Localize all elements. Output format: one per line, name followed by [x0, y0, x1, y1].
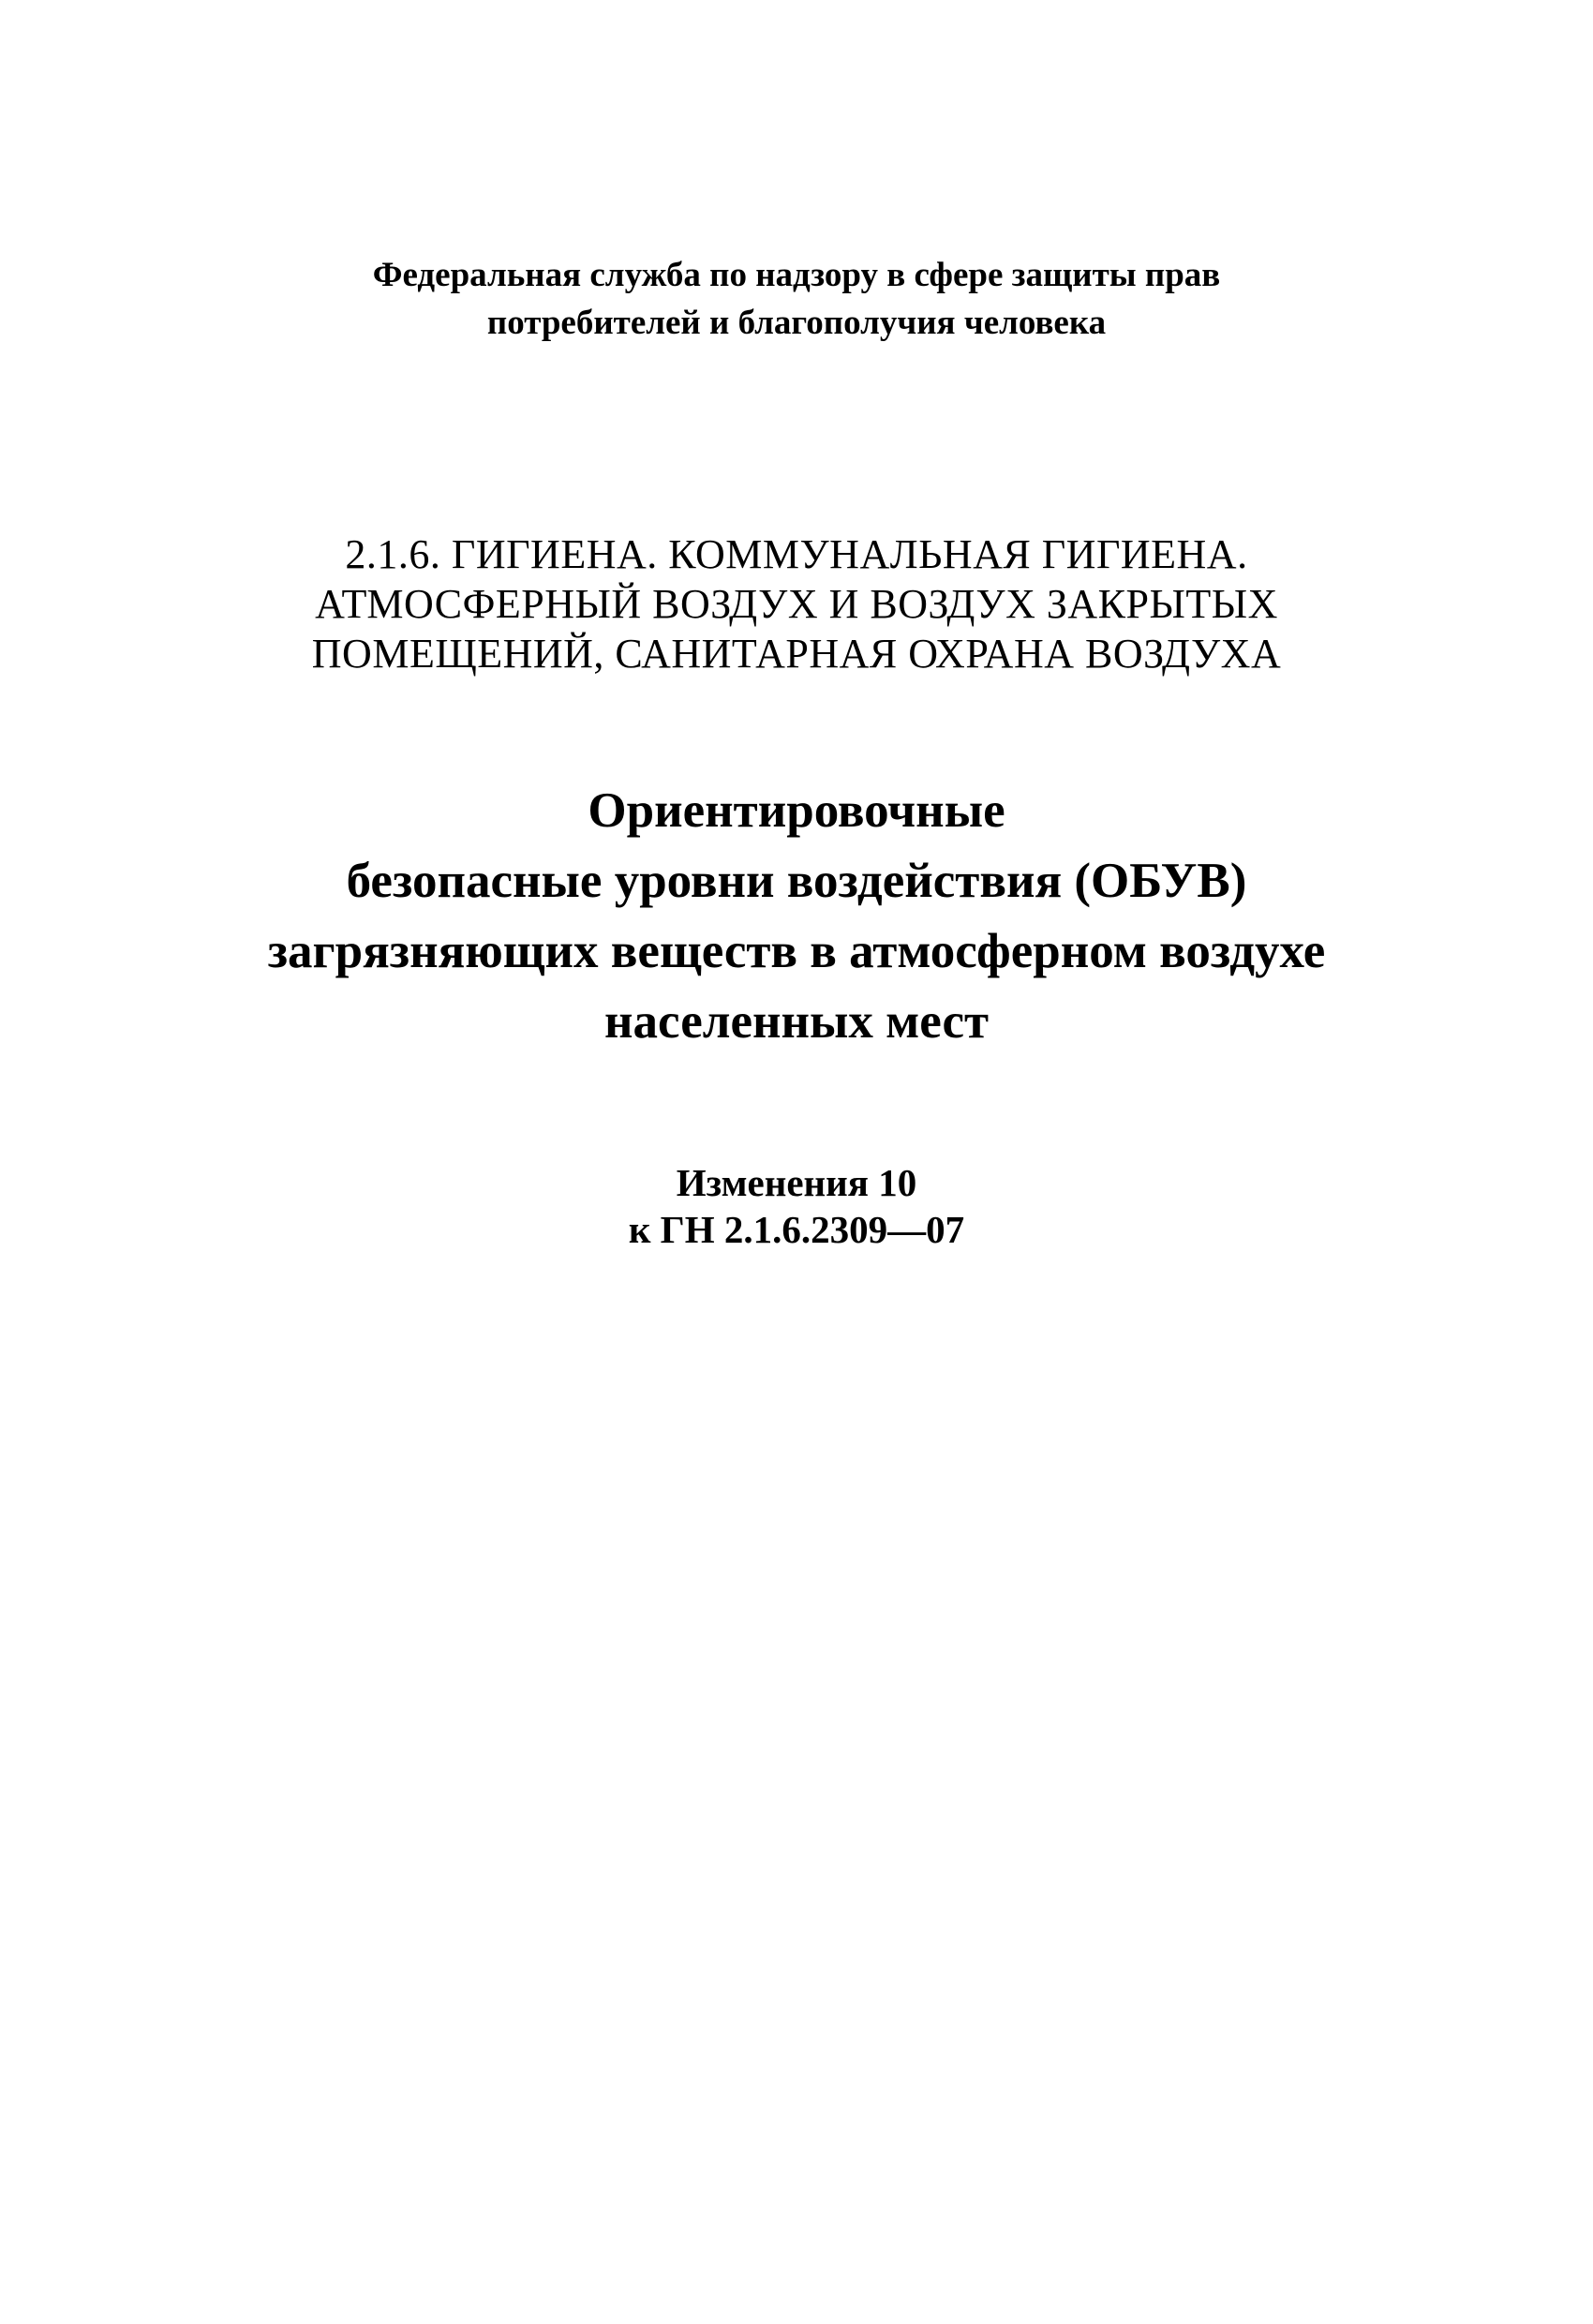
- title-line: загрязняющих веществ в атмосферном воздухе: [267, 924, 1326, 978]
- agency-line: Федеральная служба по надзору в сфере защиты прав: [372, 256, 1221, 294]
- amendment-label: [0, 1159, 1593, 1253]
- section-line: АТМОСФЕРНЫЙ ВОЗДУХ И ВОЗДУХ ЗАКРЫТЫХ: [315, 581, 1278, 627]
- title-line: безопасные уровни воздействия (ОБУВ): [346, 854, 1247, 908]
- section-line: 2.1.6. ГИГИЕНА. КОММУНАЛЬНАЯ ГИГИЕНА.: [345, 531, 1248, 577]
- amendment-line: к ГН 2.1.6.2309—07: [628, 1208, 965, 1251]
- agency-name: [0, 251, 1593, 347]
- section-heading: [0, 529, 1593, 678]
- title-line: Ориентировочные: [588, 783, 1005, 838]
- section-line: ПОМЕЩЕНИЙ, САНИТАРНАЯ ОХРАНА ВОЗДУХА: [311, 631, 1282, 677]
- document-title: [0, 776, 1593, 1057]
- title-line: населенных мест: [603, 994, 990, 1049]
- amendment-line: Изменения 10: [676, 1161, 917, 1204]
- agency-line: потребителей и благополучия человека: [486, 304, 1107, 342]
